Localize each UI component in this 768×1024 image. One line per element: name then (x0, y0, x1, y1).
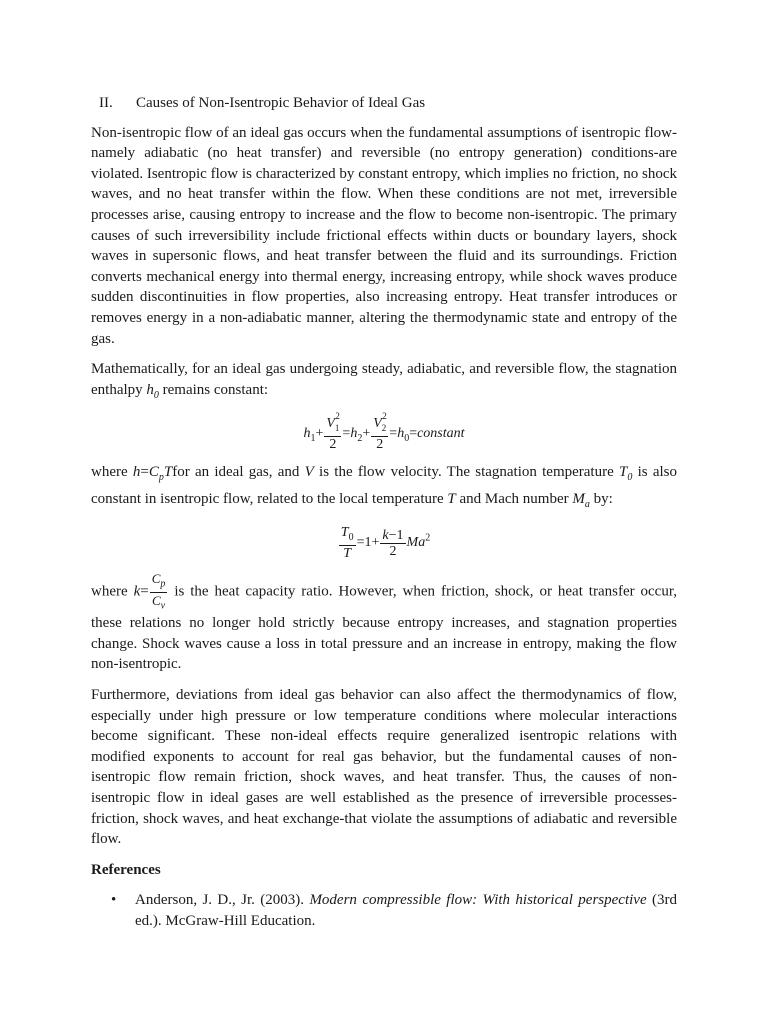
reference-item: • Anderson, J. D., Jr. (2003). Modern compressible flow: With historical perspective (3rd ed.). McGraw-Hill Education. (111, 890, 677, 931)
paragraph-intro: Non-isentropic flow of an ideal gas occurs when the fundamental assumptions of isentropic flow-namely adiabatic (no heat transfer) and reversible (no entropy generation) conditions-are violated. Isentropic flow is characterized by constant entropy, which implies no friction, no shock waves, and no heat transfer within the flow. When these conditions are not met, irreversible processes arise, causing entropy to increase and the flow to become non-isentropic. The primary causes of such irreversibility include frictional effects within ducts or boundary layers, shock waves in supersonic flows, and heat transfer between the fluid and its surroundings. Friction converts mechanical energy into thermal energy, increasing entropy, while shock waves produce sudden discontinuities in flow properties, also increasing entropy. Heat transfer introduces or removes energy in a non-adiabatic manner, altering the thermodynamic state and entropy of the gas. (91, 124, 677, 347)
paragraph-stagnation-enthalpy: Mathematically, for an ideal gas undergoing steady, adiabatic, and reversible flow, the stagnation enthalpy $h_0$ remains constant: (91, 361, 677, 401)
section-title: Causes of Non-Isentropic Behavior of Ideal Gas (136, 95, 426, 111)
document-page (91, 93, 677, 932)
equation-stagnation-enthalpy: $h_1+$ V 2 $_1$ 2 $=h_2+$ V 2 $_2$ 2 $=h_0=constant$ (303, 411, 465, 453)
bullet-icon: • (111, 892, 117, 909)
paragraph-non-ideal-effects: Furthermore, deviations from ideal gas behavior can also affect the thermodynamics of flow, especially under high pressure or low temperature conditions where molecular interactions become significant. These non-ideal effects require generalized isentropic relations with modified exponents to account for real gas behavior, but the fundamental causes of non-isentropic flow remain friction, shock waves, and heat transfer. Thus, the causes of non-isentropic flow in ideal gases are well established as the presence of irreversible processes-friction, shock waves, and heat exchange-that violate the assumptions of adiabatic and reversible flow. (91, 687, 677, 848)
paragraph-stagnation-temperature: where $h=C_pTfor$ an ideal gas, and V is the flow velocity. The stagnation temperature $T_0$ is also constant in isentropic flow, related to the local temperature T and Mach number $M_a$ by: (91, 464, 677, 510)
references-heading: References (91, 861, 161, 878)
paragraph-heat-capacity-ratio: where k= $\frac{C_p}{C_v}$ is the heat capacity ratio. However, when friction, shock, or heat transfer occur, these relations no longer hold strictly because entropy increases, and stagnation properties change. Shock waves cause a loss in total pressure and an increase in entropy, making the flow non-isentropic. (91, 571, 677, 673)
section-number: II. (99, 95, 113, 111)
section-heading (99, 93, 677, 114)
equation-temperature-ratio: $\frac{T_0}{T}$ =1+ $\frac{k-1}{2}$ Ma$^2$ (340, 525, 431, 562)
